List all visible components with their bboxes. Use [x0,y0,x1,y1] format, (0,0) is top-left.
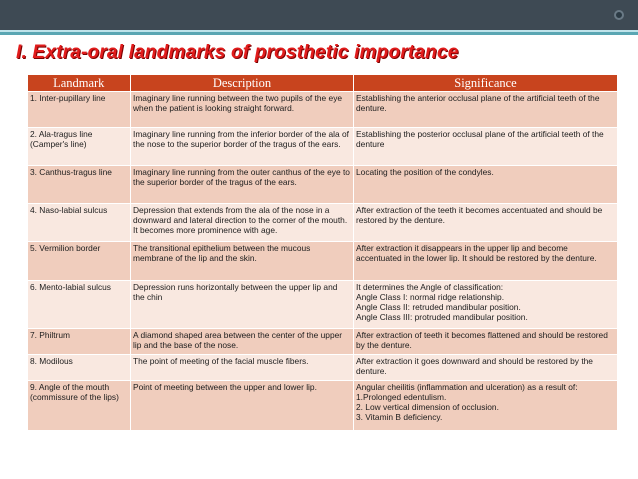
cell-significance: It determines the Angle of classification: Angle Class I: normal ridge relationship. Angle Class II: retruded mandibular position. Angle Class III: protruded mandibular position. [354,281,618,329]
accent-stripe-teal [0,32,638,35]
cell-landmark: 6. Mento-labial sulcus [28,281,131,329]
cell-significance: After extraction it goes downward and should be restored by the denture. [354,355,618,381]
header-significance: Significance [354,75,618,92]
cell-landmark: 3. Canthus-tragus line [28,166,131,204]
cell-description: Depression that extends from the ala of the nose in a downward and lateral direction to the corner of the mouth. It becomes more prominence with age. [131,204,354,242]
table-row [28,242,618,281]
header-description: Description [131,75,354,92]
cell-description: Imaginary line running between the two pupils of the eye when the patient is looking straight forward. [131,92,354,128]
cell-description: The point of meeting of the facial muscle fibers. [131,355,354,381]
landmarks-table [27,75,618,431]
cell-description: Imaginary line running from the inferior border of the ala of the nose to the superior border of the tragus of the ears. [131,128,354,166]
table-row [28,204,618,242]
cell-significance: Establishing the anterior occlusal plane of the artificial teeth of the denture. [354,92,618,128]
header-landmark: Landmark [28,75,131,92]
table-row [28,381,618,431]
cell-description: Depression runs horizontally between the upper lip and the chin [131,281,354,329]
table-row [28,281,618,329]
cell-landmark: 9. Angle of the mouth (commissure of the lips) [28,381,131,431]
header-bar [0,0,638,30]
table-row [28,128,618,166]
cell-description: A diamond shaped area between the center of the upper lip and the base of the nose. [131,329,354,355]
cell-landmark: 1. Inter-pupillary line [28,92,131,128]
cell-significance: After extraction of teeth it becomes flattened and should be restored by the denture. [354,329,618,355]
cell-landmark: 5. Vermilion border [28,242,131,281]
slide-title: I. Extra-oral landmarks of prosthetic importance [16,42,459,63]
cell-description: The transitional epithelium between the mucous membrane of the lip and the skin. [131,242,354,281]
cell-significance: Locating the position of the condyles. [354,166,618,204]
table-row [28,355,618,381]
circle-icon [614,10,624,20]
cell-landmark: 4. Naso-labial sulcus [28,204,131,242]
cell-landmark: 2. Ala-tragus line (Camper's line) [28,128,131,166]
cell-landmark: 8. Modilous [28,355,131,381]
table-header-row [28,75,618,92]
table-row [28,329,618,355]
cell-description: Point of meeting between the upper and lower lip. [131,381,354,431]
cell-landmark: 7. Philtrum [28,329,131,355]
cell-significance: Establishing the posterior occlusal plane of the artificial teeth of the denture [354,128,618,166]
cell-description: Imaginary line running from the outer canthus of the eye to the superior border of the tragus of the ears. [131,166,354,204]
table-row [28,92,618,128]
cell-significance: Angular cheilitis (inflammation and ulceration) as a result of: 1.Prolonged edentulism. 2. Low vertical dimension of occlusion. 3. Vitamin B deficiency. [354,381,618,431]
cell-significance: After extraction of the teeth it becomes accentuated and should be restored by the denture. [354,204,618,242]
table-row [28,166,618,204]
cell-significance: After extraction it disappears in the upper lip and become accentuated in the lower lip. It should be restored by the denture. [354,242,618,281]
